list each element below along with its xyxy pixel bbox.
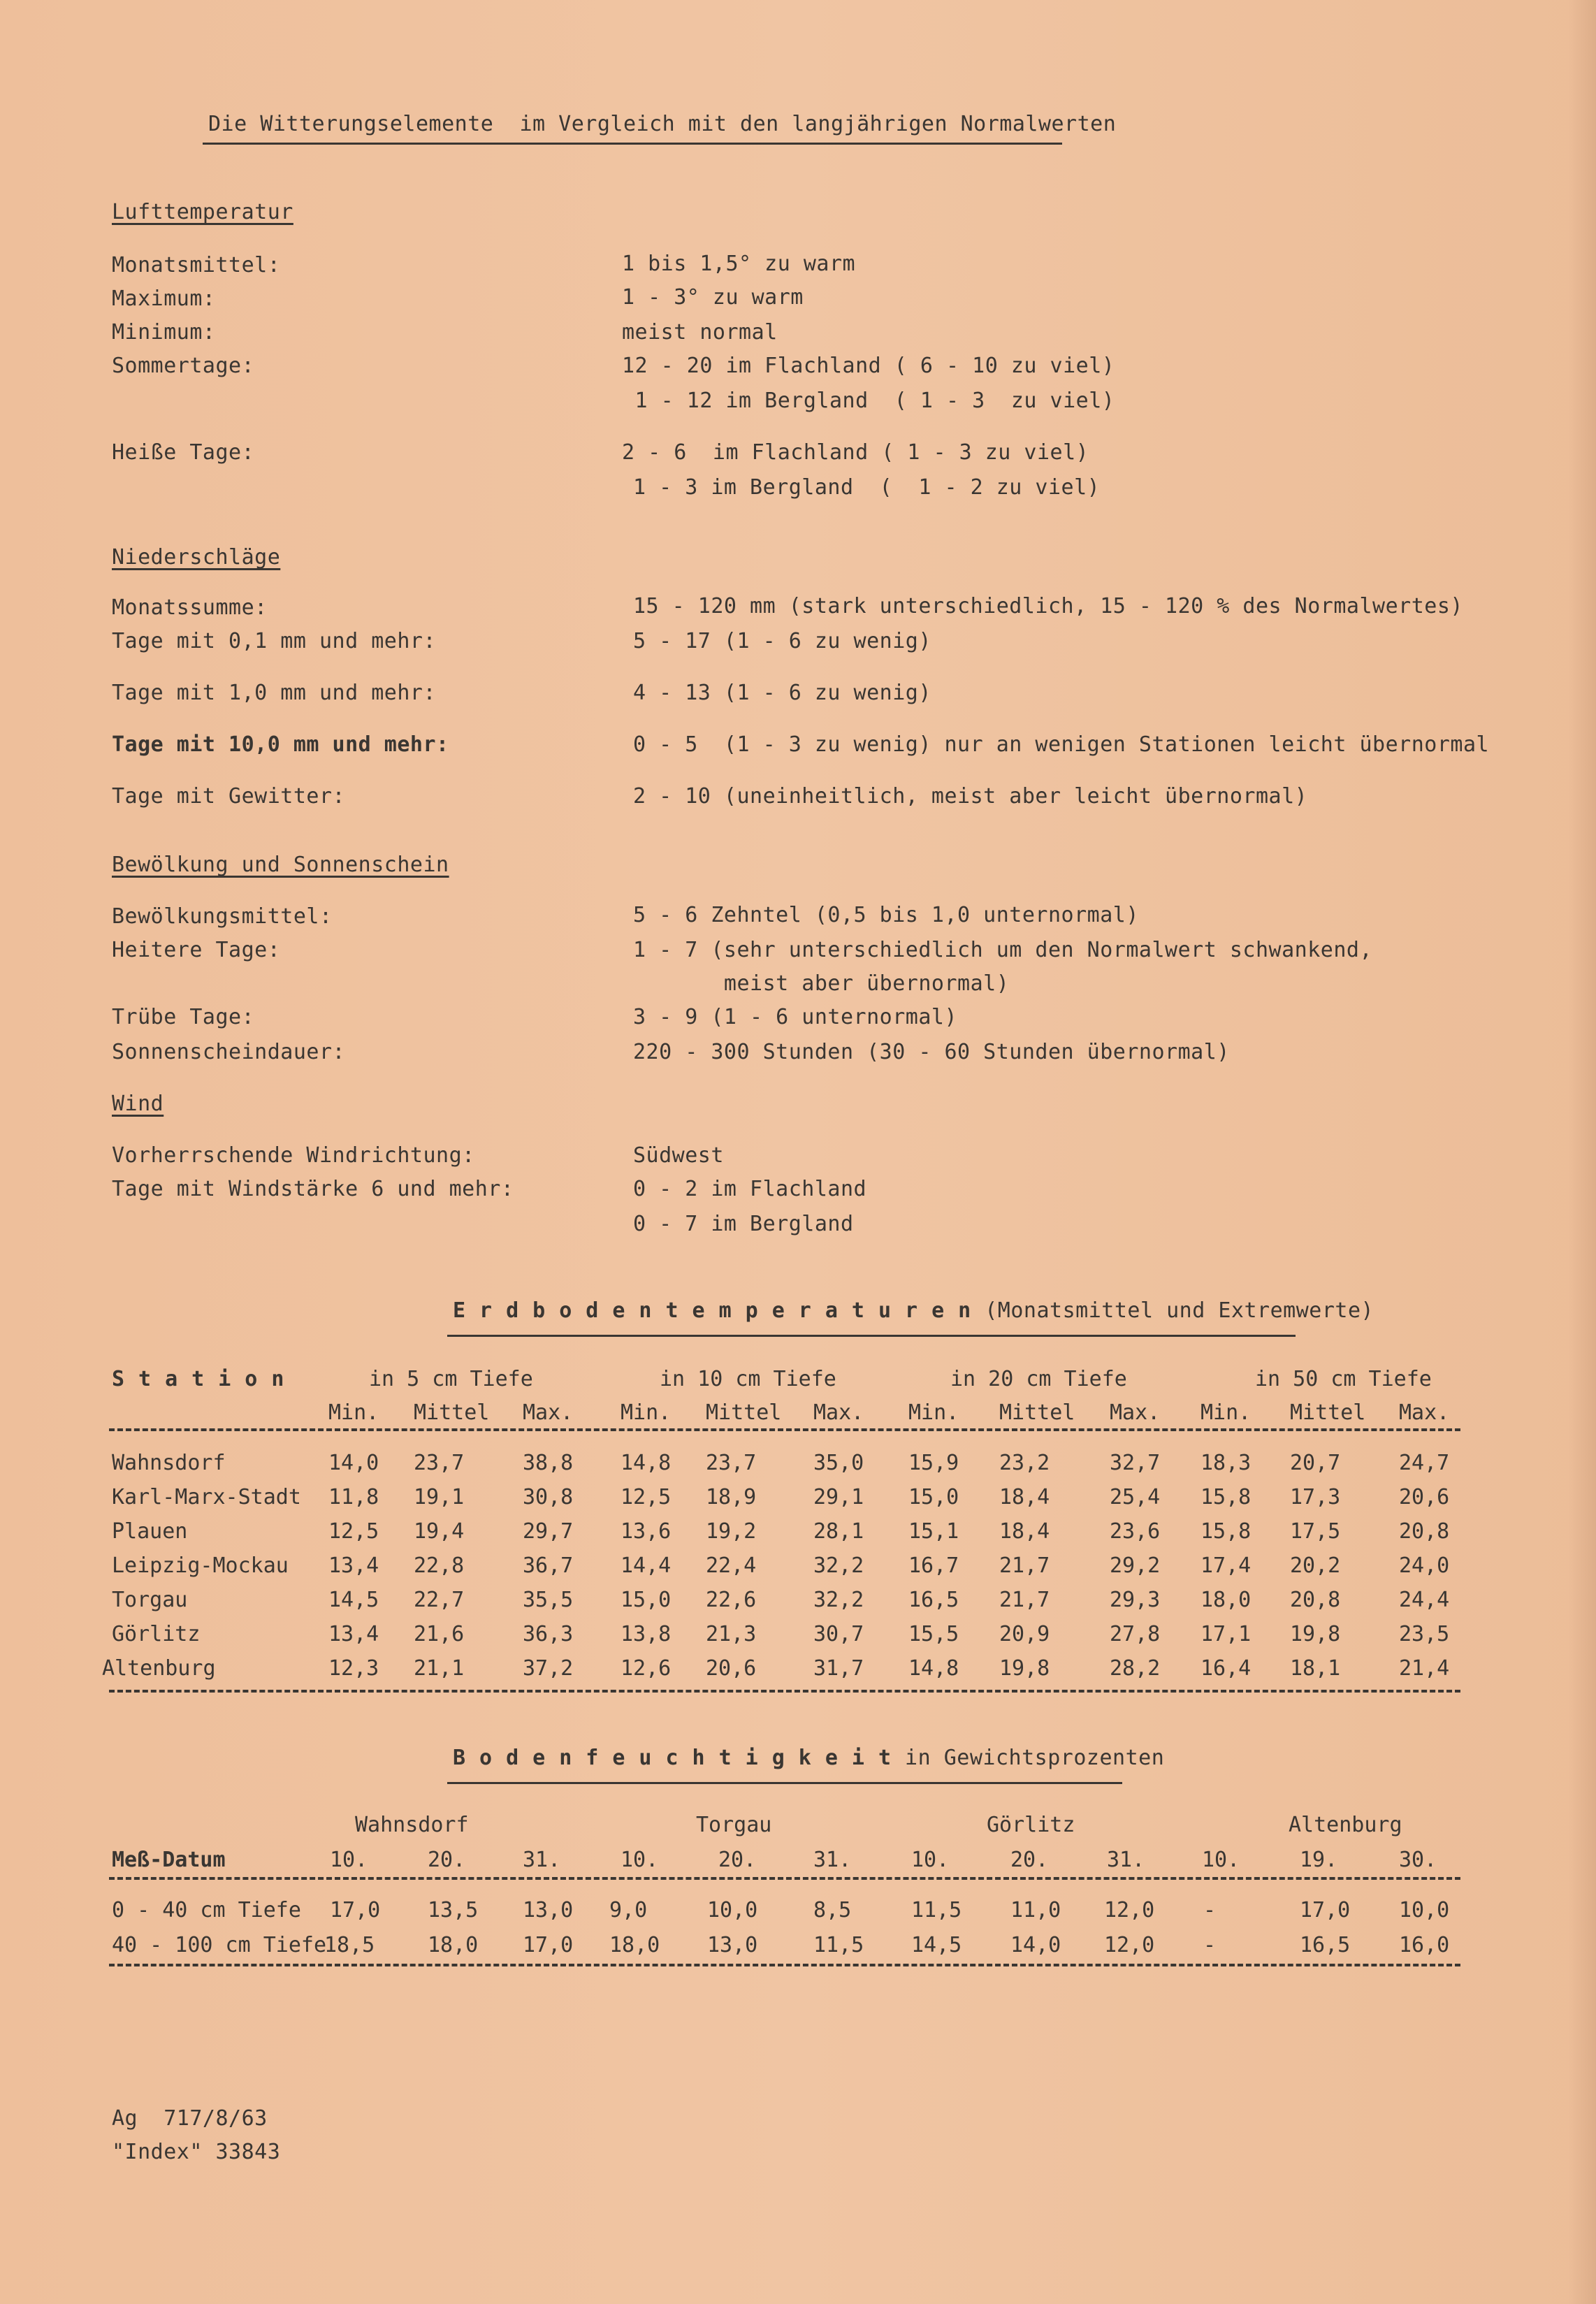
erdboden-value-cell: 13,4 [328, 1622, 379, 1646]
boden-value-cell: 14,0 [1010, 1933, 1061, 1957]
erdboden-value-cell: 20,2 [1290, 1553, 1341, 1578]
label-bewoelkungsmittel: Bewölkungsmittel: [112, 904, 333, 929]
erdboden-subcol-header: Min. [328, 1400, 379, 1425]
boden-date-header: 31. [813, 1848, 852, 1872]
erdboden-value-cell: 23,2 [999, 1451, 1050, 1475]
boden-date-header: 30. [1399, 1848, 1437, 1872]
boden-value-cell: 13,5 [428, 1898, 479, 1922]
label-sonnenscheindauer: Sonnenscheindauer: [112, 1040, 346, 1064]
erdboden-subcol-header: Max. [1399, 1400, 1450, 1425]
value-minimum: meist normal [622, 320, 778, 345]
boden-title-suffix: in Gewichtsprozenten [905, 1746, 1165, 1770]
erdboden-value-cell: 23,7 [414, 1451, 465, 1475]
erdboden-value-cell: 19,8 [1290, 1622, 1341, 1646]
label-tage-0-1mm: Tage mit 0,1 mm und mehr: [112, 629, 437, 653]
erdboden-value-cell: 36,3 [523, 1622, 574, 1646]
erdboden-value-cell: 37,2 [523, 1656, 574, 1681]
erdboden-value-cell: 20,8 [1399, 1519, 1450, 1544]
boden-value-cell: 9,0 [609, 1898, 648, 1922]
value-sonnenscheindauer: 220 - 300 Stunden (30 - 60 Stunden übernormal) [633, 1040, 1230, 1064]
title-underline [203, 143, 1062, 145]
boden-value-cell: - [1203, 1933, 1217, 1957]
erdboden-station-name: Karl-Marx-Stadt [112, 1485, 301, 1509]
erdboden-value-cell: 17,3 [1290, 1485, 1341, 1509]
boden-title-spaced: Bodenfeuchtigkeit [453, 1746, 906, 1770]
value-bewoelkungsmittel: 5 - 6 Zehntel (0,5 bis 1,0 unternormal) [633, 903, 1139, 927]
erdboden-station-name: Torgau [112, 1588, 188, 1612]
boden-date-header: 20. [1010, 1848, 1049, 1872]
label-truebe-tage: Trübe Tage: [112, 1005, 255, 1029]
erdboden-subcol-header: Min. [1200, 1400, 1252, 1425]
erdboden-value-cell: 12,5 [328, 1519, 379, 1544]
erdboden-value-cell: 19,1 [414, 1485, 465, 1509]
erdboden-value-cell: 11,8 [328, 1485, 379, 1509]
erdboden-station-name: Plauen [112, 1519, 188, 1544]
boden-value-cell: 10,0 [707, 1898, 758, 1922]
boden-value-cell: 11,5 [911, 1898, 962, 1922]
erdboden-value-cell: 16,7 [908, 1553, 959, 1578]
erdboden-value-cell: 16,4 [1200, 1656, 1252, 1681]
erdboden-subcol-header: Max. [523, 1400, 574, 1425]
erdboden-value-cell: 21,6 [414, 1622, 465, 1646]
boden-value-cell: 18,0 [609, 1933, 660, 1957]
erdboden-value-cell: 20,6 [706, 1656, 757, 1681]
erdboden-value-cell: 14,8 [908, 1656, 959, 1681]
erdboden-value-cell: 29,1 [813, 1485, 864, 1509]
value-heitere-tage-cont: meist aber übernormal) [633, 971, 1010, 996]
value-windrichtung: Südwest [633, 1143, 724, 1168]
value-sommertage-flachland: 12 - 20 im Flachland ( 6 - 10 zu viel) [622, 354, 1115, 378]
boden-station-wahnsdorf: Wahnsdorf [355, 1813, 469, 1837]
erdboden-value-cell: 22,4 [706, 1553, 757, 1578]
erdboden-header-rule [109, 1428, 1460, 1431]
erdboden-value-cell: 21,7 [999, 1588, 1050, 1612]
boden-row-label: 0 - 40 cm Tiefe [112, 1898, 301, 1922]
label-windstaerke: Tage mit Windstärke 6 und mehr: [112, 1177, 514, 1201]
value-sommertage-bergland: 1 - 12 im Bergland ( 1 - 3 zu viel) [622, 389, 1115, 413]
erdboden-value-cell: 18,9 [706, 1485, 757, 1509]
erdboden-value-cell: 14,5 [328, 1588, 379, 1612]
erdboden-value-cell: 25,4 [1110, 1485, 1161, 1509]
erdboden-value-cell: 15,0 [908, 1485, 959, 1509]
erdboden-subcol-header: Max. [813, 1400, 864, 1425]
value-heisse-tage-flachland: 2 - 6 im Flachland ( 1 - 3 zu viel) [622, 440, 1089, 465]
erdboden-value-cell: 12,6 [621, 1656, 672, 1681]
boden-station-altenburg: Altenburg [1289, 1813, 1402, 1837]
value-truebe-tage: 3 - 9 (1 - 6 unternormal) [633, 1005, 958, 1029]
erdboden-value-cell: 13,8 [621, 1622, 672, 1646]
erdboden-value-cell: 28,2 [1110, 1656, 1161, 1681]
boden-value-cell: 12,0 [1104, 1898, 1155, 1922]
erdboden-value-cell: 30,8 [523, 1485, 574, 1509]
erdboden-value-cell: 23,6 [1110, 1519, 1161, 1544]
erdboden-depth-10: in 10 cm Tiefe [660, 1367, 836, 1391]
erdboden-subcol-header: Min. [908, 1400, 959, 1425]
boden-value-cell: 13,0 [707, 1933, 758, 1957]
erdboden-subcol-header: Mittel [1290, 1400, 1366, 1425]
value-tage-10mm: 0 - 5 (1 - 3 zu wenig) nur an wenigen Stationen leicht übernormal [633, 732, 1490, 757]
erdboden-value-cell: 15,9 [908, 1451, 959, 1475]
erdboden-value-cell: 29,2 [1110, 1553, 1161, 1578]
value-windstaerke-bergland: 0 - 7 im Bergland [633, 1212, 854, 1236]
erdboden-subcol-header: Min. [621, 1400, 672, 1425]
boden-value-cell: 13,0 [523, 1898, 574, 1922]
footer-index: "Index" 33843 [112, 2140, 281, 2164]
boden-date-header: 20. [428, 1848, 466, 1872]
erdboden-value-cell: 18,0 [1200, 1588, 1252, 1612]
erdboden-value-cell: 23,5 [1399, 1622, 1450, 1646]
erdboden-value-cell: 15,1 [908, 1519, 959, 1544]
boden-value-cell: 11,0 [1010, 1898, 1061, 1922]
boden-bottom-rule [109, 1964, 1460, 1966]
erdboden-station-name: Altenburg [102, 1656, 216, 1681]
erdboden-value-cell: 35,0 [813, 1451, 864, 1475]
erdboden-value-cell: 28,1 [813, 1519, 864, 1544]
erdboden-value-cell: 14,0 [328, 1451, 379, 1475]
erdboden-value-cell: 30,7 [813, 1622, 864, 1646]
value-monatssumme: 15 - 120 mm (stark unterschiedlich, 15 - 120 % des Normalwertes) [633, 594, 1463, 618]
boden-value-cell: 17,0 [1300, 1898, 1351, 1922]
label-sommertage: Sommertage: [112, 354, 255, 378]
label-tage-gewitter: Tage mit Gewitter: [112, 784, 346, 809]
value-tage-1-0mm: 4 - 13 (1 - 6 zu wenig) [633, 681, 931, 705]
heading-lufttemperatur: Lufttemperatur [112, 200, 293, 224]
erdboden-value-cell: 20,9 [999, 1622, 1050, 1646]
erdboden-value-cell: 21,3 [706, 1622, 757, 1646]
boden-date-header: 10. [621, 1848, 659, 1872]
boden-value-cell: 14,5 [911, 1933, 962, 1957]
erdboden-value-cell: 18,4 [999, 1519, 1050, 1544]
erdboden-value-cell: 24,7 [1399, 1451, 1450, 1475]
erdboden-value-cell: 17,4 [1200, 1553, 1252, 1578]
erdboden-value-cell: 22,6 [706, 1588, 757, 1612]
erdboden-value-cell: 20,8 [1290, 1588, 1341, 1612]
erdboden-subcol-header: Max. [1110, 1400, 1161, 1425]
label-maximum: Maximum: [112, 287, 216, 311]
label-heitere-tage: Heitere Tage: [112, 938, 281, 962]
value-maximum: 1 - 3° zu warm [622, 285, 804, 310]
heading-wind: Wind [112, 1092, 164, 1116]
boden-value-cell: 18,5 [324, 1933, 375, 1957]
erdboden-value-cell: 21,7 [999, 1553, 1050, 1578]
erdboden-value-cell: 36,7 [523, 1553, 574, 1578]
erdboden-value-cell: 35,5 [523, 1588, 574, 1612]
erdboden-value-cell: 16,5 [908, 1588, 959, 1612]
boden-row-label: 40 - 100 cm Tiefe [112, 1933, 327, 1957]
boden-date-header: 19. [1300, 1848, 1338, 1872]
heading-niederschlaege: Niederschläge [112, 545, 281, 570]
boden-value-cell: 11,5 [813, 1933, 864, 1957]
value-tage-gewitter: 2 - 10 (uneinheitlich, meist aber leicht übernormal) [633, 784, 1308, 809]
erdboden-value-cell: 14,4 [621, 1553, 672, 1578]
boden-title [453, 1746, 1164, 1771]
erdboden-value-cell: 21,4 [1399, 1656, 1450, 1681]
erdboden-value-cell: 29,3 [1110, 1588, 1161, 1612]
erdboden-value-cell: 27,8 [1110, 1622, 1161, 1646]
erdboden-value-cell: 29,7 [523, 1519, 574, 1544]
page-title: Die Witterungselemente im Vergleich mit den langjährigen Normalwerten [208, 112, 1117, 136]
label-monatsmittel: Monatsmittel: [112, 253, 281, 277]
boden-date-header: 10. [1202, 1848, 1240, 1872]
erdboden-value-cell: 24,0 [1399, 1553, 1450, 1578]
boden-value-cell: 18,0 [428, 1933, 479, 1957]
boden-date-header: 31. [1107, 1848, 1145, 1872]
boden-value-cell: 12,0 [1104, 1933, 1155, 1957]
erdboden-value-cell: 17,5 [1290, 1519, 1341, 1544]
label-windrichtung: Vorherrschende Windrichtung: [112, 1143, 475, 1168]
erdboden-value-cell: 15,8 [1200, 1519, 1252, 1544]
boden-date-header: 10. [330, 1848, 368, 1872]
erdboden-value-cell: 31,7 [813, 1656, 864, 1681]
erdboden-value-cell: 14,8 [621, 1451, 672, 1475]
erdboden-station-name: Görlitz [112, 1622, 201, 1646]
erdboden-subcol-header: Mittel [999, 1400, 1075, 1425]
erdboden-title-suffix: (Monatsmittel und Extremwerte) [985, 1298, 1374, 1323]
erdboden-value-cell: 12,3 [328, 1656, 379, 1681]
boden-station-goerlitz: Görlitz [987, 1813, 1075, 1837]
erdboden-value-cell: 19,2 [706, 1519, 757, 1544]
boden-date-header: 20. [718, 1848, 757, 1872]
erdboden-station-header: Station [112, 1367, 298, 1391]
erdboden-bottom-rule [109, 1690, 1460, 1693]
erdboden-value-cell: 18,4 [999, 1485, 1050, 1509]
label-minimum: Minimum: [112, 320, 216, 345]
boden-date-header: 31. [523, 1848, 561, 1872]
erdboden-value-cell: 32,2 [813, 1553, 864, 1578]
erdboden-value-cell: 23,7 [706, 1451, 757, 1475]
label-tage-10mm: Tage mit 10,0 mm und mehr: [112, 732, 449, 757]
erdboden-value-cell: 13,6 [621, 1519, 672, 1544]
heading-bewoelkung: Bewölkung und Sonnenschein [112, 853, 449, 877]
erdboden-value-cell: 19,8 [999, 1656, 1050, 1681]
erdboden-value-cell: 32,2 [813, 1588, 864, 1612]
erdboden-value-cell: 20,7 [1290, 1451, 1341, 1475]
erdboden-station-name: Leipzig-Mockau [112, 1553, 289, 1578]
erdboden-depth-5: in 5 cm Tiefe [369, 1367, 533, 1391]
erdboden-value-cell: 20,6 [1399, 1485, 1450, 1509]
erdboden-value-cell: 15,5 [908, 1622, 959, 1646]
boden-value-cell: 16,0 [1399, 1933, 1450, 1957]
erdboden-value-cell: 32,7 [1110, 1451, 1161, 1475]
value-tage-0-1mm: 5 - 17 (1 - 6 zu wenig) [633, 629, 931, 653]
label-heisse-tage: Heiße Tage: [112, 440, 255, 465]
erdboden-value-cell: 19,4 [414, 1519, 465, 1544]
boden-date-label: Meß-Datum [112, 1848, 226, 1872]
boden-station-torgau: Torgau [696, 1813, 772, 1837]
label-monatssumme: Monatssumme: [112, 595, 268, 620]
erdboden-subcol-header: Mittel [706, 1400, 782, 1425]
boden-header-rule [109, 1877, 1460, 1880]
value-monatsmittel: 1 bis 1,5° zu warm [622, 252, 856, 276]
footer-ref: Ag 717/8/63 [112, 2106, 268, 2131]
erdboden-subcol-header: Mittel [414, 1400, 490, 1425]
boden-value-cell: 17,0 [330, 1898, 381, 1922]
erdboden-value-cell: 18,3 [1200, 1451, 1252, 1475]
boden-value-cell: 8,5 [813, 1898, 852, 1922]
boden-date-header: 10. [911, 1848, 950, 1872]
erdboden-depth-20: in 20 cm Tiefe [950, 1367, 1127, 1391]
boden-value-cell: 17,0 [523, 1933, 574, 1957]
page-edge-shadow [1568, 0, 1596, 2304]
erdboden-value-cell: 22,8 [414, 1553, 465, 1578]
boden-value-cell: - [1203, 1898, 1217, 1922]
erdboden-title [453, 1298, 1374, 1324]
erdboden-title-underline [447, 1335, 1296, 1337]
erdboden-title-spaced: Erdbodentemperaturen [453, 1298, 985, 1323]
erdboden-depth-50: in 50 cm Tiefe [1255, 1367, 1432, 1391]
value-heisse-tage-bergland: 1 - 3 im Bergland ( 1 - 2 zu viel) [633, 475, 1101, 500]
erdboden-value-cell: 24,4 [1399, 1588, 1450, 1612]
erdboden-value-cell: 38,8 [523, 1451, 574, 1475]
erdboden-value-cell: 18,1 [1290, 1656, 1341, 1681]
boden-value-cell: 10,0 [1399, 1898, 1450, 1922]
erdboden-value-cell: 15,8 [1200, 1485, 1252, 1509]
boden-title-underline [447, 1782, 1122, 1784]
erdboden-value-cell: 12,5 [621, 1485, 672, 1509]
erdboden-value-cell: 13,4 [328, 1553, 379, 1578]
erdboden-station-name: Wahnsdorf [112, 1451, 226, 1475]
value-windstaerke-flachland: 0 - 2 im Flachland [633, 1177, 867, 1201]
erdboden-value-cell: 22,7 [414, 1588, 465, 1612]
label-tage-1-0mm: Tage mit 1,0 mm und mehr: [112, 681, 437, 705]
boden-value-cell: 16,5 [1300, 1933, 1351, 1957]
erdboden-value-cell: 15,0 [621, 1588, 672, 1612]
erdboden-value-cell: 17,1 [1200, 1622, 1252, 1646]
value-heitere-tage: 1 - 7 (sehr unterschiedlich um den Normalwert schwankend, [633, 938, 1373, 962]
erdboden-value-cell: 21,1 [414, 1656, 465, 1681]
